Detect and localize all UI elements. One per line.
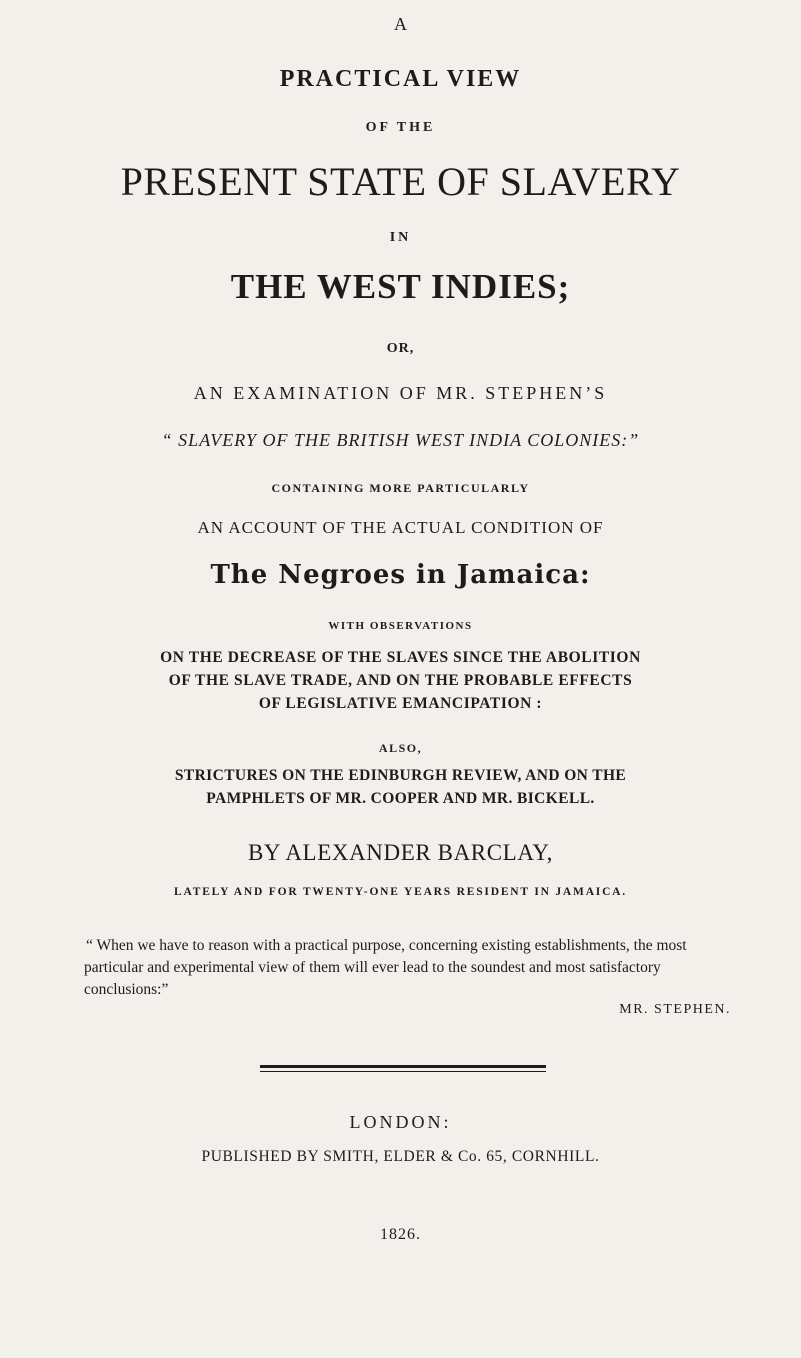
epigraph-author: MR. STEPHEN. bbox=[619, 1002, 731, 1017]
line-containing: CONTAINING MORE PARTICULARLY bbox=[271, 481, 530, 495]
imprint-london: LONDON: bbox=[349, 1112, 452, 1132]
line-also: ALSO, bbox=[378, 741, 423, 755]
line-examination: AN EXAMINATION OF MR. STEPHEN’S bbox=[193, 383, 608, 403]
line-strictures-1: STRICTURES ON THE EDINBURGH REVIEW, AND ON THE bbox=[174, 767, 627, 784]
byline: BY ALEXANDER BARCLAY, bbox=[247, 840, 554, 865]
line-decrease-1: ON THE DECREASE OF THE SLAVES SINCE THE ABOLITION bbox=[160, 649, 641, 666]
line-strictures-2: PAMPHLETS OF MR. COOPER AND MR. BICKELL. bbox=[206, 790, 595, 807]
line-negroes-in-jamaica: The Negroes in Jamaica: bbox=[210, 560, 591, 590]
heading-west-indies: THE WEST INDIES; bbox=[230, 267, 571, 306]
line-decrease-2: OF THE SLAVE TRADE, AND ON THE PROBABLE EFFECTS bbox=[168, 672, 633, 689]
line-account: AN ACCOUNT OF THE ACTUAL CONDITION OF bbox=[197, 518, 604, 537]
line-or: OR, bbox=[386, 341, 415, 356]
imprint-year: 1826. bbox=[380, 1226, 421, 1243]
line-decrease-3: OF LEGISLATIVE EMANCIPATION : bbox=[258, 695, 543, 712]
line-in: IN bbox=[389, 230, 412, 245]
line-with-observations: WITH OBSERVATIONS bbox=[328, 620, 473, 632]
line-a: A bbox=[394, 14, 407, 34]
heading-present-state: PRESENT STATE OF SLAVERY bbox=[120, 159, 681, 204]
epigraph: “ When we have to reason with a practical purpose, concerning existing establishments, the most particular and experimental view of them will ever lead to the soundest and most satisfactory conclusions:” bbox=[84, 937, 687, 998]
imprint-publisher: PUBLISHED BY SMITH, ELDER & Co. 65, CORNHILL. bbox=[201, 1148, 600, 1165]
line-lately-resident: LATELY AND FOR TWENTY-ONE YEARS RESIDENT IN JAMAICA. bbox=[174, 886, 627, 898]
divider-thick bbox=[260, 1065, 546, 1068]
line-of-the: OF THE bbox=[365, 120, 436, 135]
divider-thin bbox=[260, 1071, 546, 1072]
heading-practical-view: PRACTICAL VIEW bbox=[279, 66, 522, 92]
line-slavery-title: “ SLAVERY OF THE BRITISH WEST INDIA COLONIES:” bbox=[161, 430, 640, 450]
